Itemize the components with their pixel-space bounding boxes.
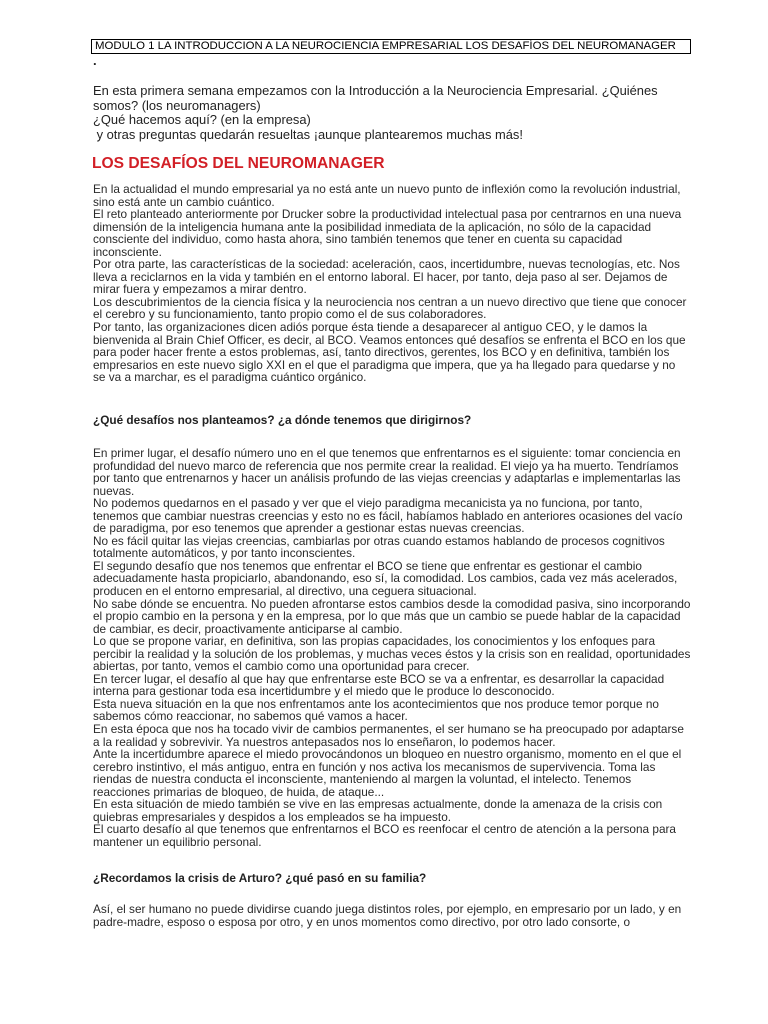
text-line: totalmente automáticos, y por tanto inconscientes. bbox=[93, 546, 356, 561]
text-line: No podemos quedarnos en el pasado y ver que el viejo paradigma mecanicista ya no funciona, por tanto, bbox=[93, 496, 643, 511]
text-line: Así, el ser humano no puede dividirse cuando juega distintos roles, por ejemplo, en empresario por un lado, y en bbox=[93, 902, 682, 916]
bullet-dot: . bbox=[93, 53, 97, 68]
text-line: consciente del individuo, como hasta ahora, sino también tenemos que tener en cuenta su capacidad bbox=[93, 232, 623, 247]
text-line: Ante la incertidumbre aparece el miedo provocándonos un bloqueo en nuestro organismo, momento en el que el bbox=[93, 747, 682, 762]
text-line: interna para gestionar toda esa incertidumbre y el miedo que le produce lo desconocido. bbox=[93, 684, 555, 699]
text-line: Por tanto, las organizaciones dicen adiós porque ésta tiende a desaparecer al antiguo CEO, y le damos la bbox=[93, 320, 648, 335]
module-title: MODULO 1 LA INTRODUCCION A LA NEUROCIENCIA EMPRESARIAL LOS DESAFÍOS DEL NEUROMANAGER bbox=[95, 40, 676, 52]
text-line: El cuarto desafío al que tenemos que enfrentarnos el BCO es reenfocar el centro de atención a la persona para bbox=[93, 822, 676, 837]
text-line: bienvenida al Brain Chief Officer, es decir, al BCO. Veamos entonces qué desafíos se enfrenta el BCO en los que bbox=[93, 332, 686, 347]
text-line: mirar fuera y empezamos a mirar dentro. bbox=[93, 282, 307, 297]
text-line: sabemos cómo reaccionar, no sabemos qué vamos a hacer. bbox=[93, 709, 408, 724]
text-line: profundidad del nuevo marco de referencia que nos permite crear la realidad. El viejo ya ha muerto. Tendríamos bbox=[93, 458, 679, 473]
intro-line: En esta primera semana empezamos con la Introducción a la Neurociencia Empresarial. ¿Quiénes bbox=[93, 83, 658, 98]
text-line: En la actualidad el mundo empresarial ya no está ante un nuevo punto de inflexión como la revolución industrial, bbox=[93, 182, 681, 196]
text-line: se va a marchar, es el paradigma cuántico orgánico. bbox=[93, 370, 367, 385]
text-line: abiertas, por tanto, vemos el cambio como una oportunidad para crecer. bbox=[93, 659, 470, 674]
section-title: LOS DESAFÍOS DEL NEUROMANAGER bbox=[92, 155, 385, 172]
text-line: para poder hacer frente a estos problemas, así, tanto directivos, gerentes, los BCO y en definitiva, también los bbox=[93, 345, 670, 360]
text-line: a la realidad y sobrevivir. Ya nuestros antepasados nos lo enseñaron, lo podemos hacer. bbox=[93, 734, 556, 749]
text-line: de cambiar, es decir, proactivamente anticiparse al cambio. bbox=[93, 621, 403, 636]
text-line: Esta nueva situación en la que nos enfrentamos ante los acontecimientos que nos produce temor porque no bbox=[93, 696, 659, 711]
text-line: No es fácil quitar las viejas creencias, cambiarlas por otras cuando estamos hablando de procesos cognitivos bbox=[93, 533, 665, 548]
text-line: En esta situación de miedo también se vive en las empresas actualmente, donde la amenaza de la crisis con bbox=[93, 797, 663, 812]
text-line: sino está ante un cambio cuántico. bbox=[93, 194, 275, 209]
paragraph-1 bbox=[93, 183, 733, 384]
text-line: tenemos que cambiar nuestras creencias y esto no es fácil, habíamos hablado en anteriores ocasiones del vacío bbox=[93, 508, 683, 523]
intro-line: somos? (los neuromanagers) bbox=[93, 97, 261, 113]
paragraph-2 bbox=[93, 447, 733, 849]
text-line: dimensión de la inteligencia humana ante la posibilidad inmediata de la aplicación, no sólo de la capacidad bbox=[93, 219, 652, 234]
text-line: En tercer lugar, el desafío al que hay que enfrentarse este BCO se va a enfrentar, es desarrollar la capacidad bbox=[93, 671, 665, 686]
text-line: En primer lugar, el desafío número uno en el que tenemos que enfrentarnos es el siguiente: tomar conciencia en bbox=[93, 446, 681, 460]
text-line: por tanto que entrenarnos y hacer un análisis profundo de las viejas creencias y adaptarlas e implementarlas las bbox=[93, 471, 681, 486]
text-line: No sabe dónde se encuentra. No pueden afrontarse estos cambios desde la comodidad pasiva, sino incorporando bbox=[93, 596, 691, 611]
text-line: cerebro instintivo, el más antiguo, entra en función y nos activa los mecanismos de supervivencia. Toma las bbox=[93, 759, 656, 774]
intro-line: ¿Qué hacemos aquí? (en la empresa) bbox=[93, 112, 311, 128]
text-line: percibir la realidad y la solución de los problemas, y muchas veces éstos y la crisis son en realidad, oportunidades bbox=[93, 646, 691, 661]
text-line: lleva a reciclarnos en la vida y también en el entorno laboral. El hacer, por tanto, deja paso al ser. Dejamos de bbox=[93, 269, 668, 284]
text-line: Los descubrimientos de la ciencia física y la neurociencia nos centran a un nuevo directivo que tiene que conocer bbox=[93, 294, 687, 309]
text-line: mantener un equilibrio personal. bbox=[93, 834, 262, 849]
text-line: padre-madre, esposo o esposa por otro, y en unos momentos como directivo, por otro lado consorte, o bbox=[93, 914, 631, 929]
text-line: producen en el entorno empresarial, al directivo, una ceguera situacional. bbox=[93, 584, 477, 599]
paragraph-3 bbox=[93, 903, 733, 928]
question-1: ¿Qué desafíos nos planteamos? ¿a dónde tenemos que dirigirnos? bbox=[93, 413, 472, 427]
text-line: En esta época que nos ha tocado vivir de cambios permanentes, el ser humano se ha preocupado por adaptarse bbox=[93, 722, 684, 737]
text-line: El reto planteado anteriormente por Drucker sobre la productividad intelectual pasa por centrarnos en una nueva bbox=[93, 207, 682, 222]
question-2: ¿Recordamos la crisis de Arturo? ¿qué pasó en su familia? bbox=[93, 871, 427, 885]
intro-paragraph bbox=[93, 84, 733, 142]
text-line: adecuadamente hasta propiciarlo, abandonando, eso sí, la comodidad. Los cambios, cada vez más acelerados, bbox=[93, 571, 678, 586]
intro-line: y otras preguntas quedarán resueltas ¡aunque plantearemos muchas más! bbox=[93, 126, 523, 142]
text-line: nuevas. bbox=[93, 483, 135, 498]
text-line: el propio cambio en la persona y en la empresa, por lo que más que un cambio se puede hablar de la capacidad bbox=[93, 609, 681, 624]
text-line: empresarios en este nuevo siglo XXI en el que el paradigma que impera, que ya ha llegado para quedarse y no bbox=[93, 357, 676, 372]
text-line: el cerebro y su funcionamiento, tanto propio como el de sus colaboradores. bbox=[93, 307, 487, 322]
text-line: inconsciente. bbox=[93, 244, 162, 259]
text-line: de paradigma, por eso tenemos que aprender a gestionar estas nuevas creencias. bbox=[93, 521, 525, 536]
text-line: El segundo desafío que nos tenemos que enfrentar el BCO se tiene que enfrentar es gestionar el cambio bbox=[93, 558, 642, 573]
text-line: quiebras empresariales y despidos a los empleados se ha impuesto. bbox=[93, 809, 452, 824]
text-line: reacciones primarias de bloqueo, de huida, de ataque... bbox=[93, 784, 385, 799]
module-title-box bbox=[91, 39, 691, 54]
text-line: riendas de nuestra conducta el inconsciente, manteniendo al margen la voluntad, el intelecto. Tenemos bbox=[93, 772, 632, 787]
text-line: Por otra parte, las características de la sociedad: aceleración, caos, incertidumbre, nuevas tecnologías, etc. Nos bbox=[93, 257, 680, 272]
text-line: Lo que se propone variar, en definitiva, son las propias capacidades, los conocimientos y los enfoques para bbox=[93, 634, 656, 649]
